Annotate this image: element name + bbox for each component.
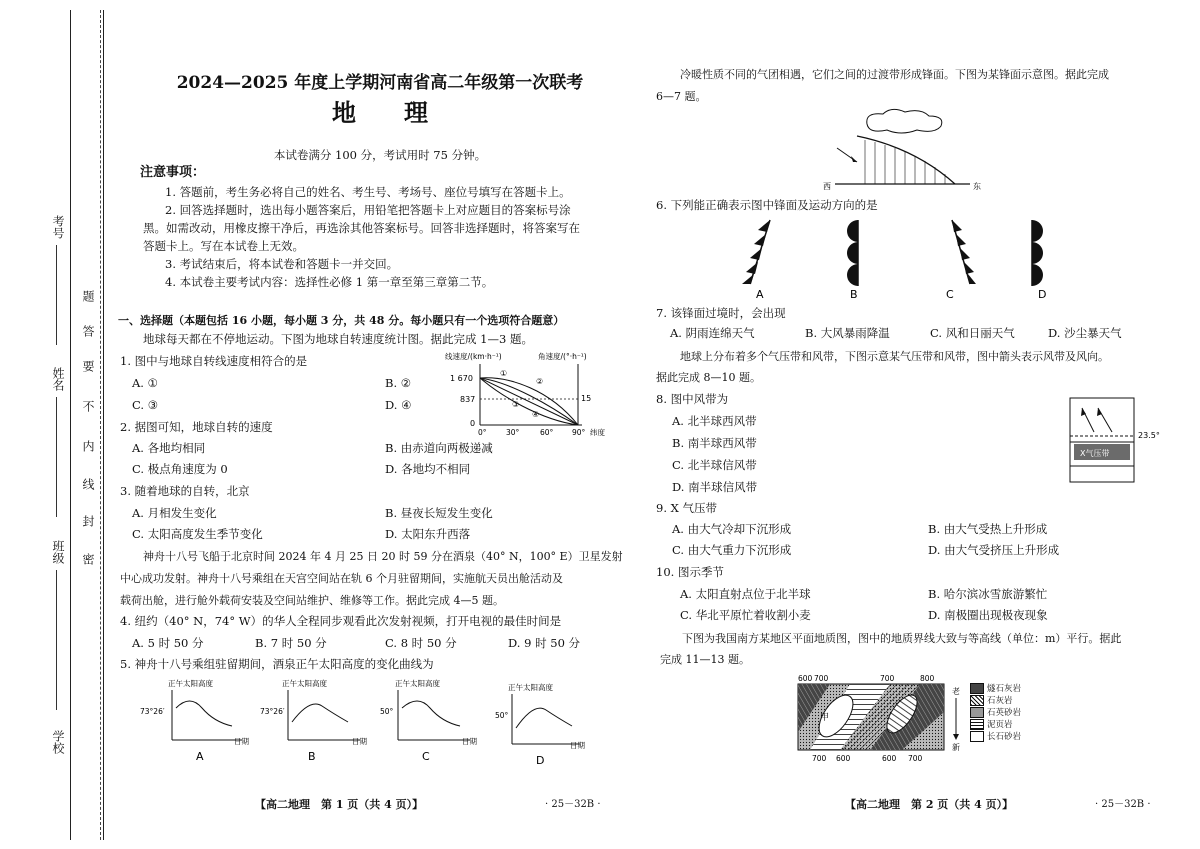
rotation-speed-chart (440, 350, 620, 438)
q1-option-b: B. ② (385, 376, 412, 390)
q5-chart-xlabel: 日期 (570, 741, 585, 750)
q6-letter: C (946, 288, 954, 301)
q4-option-b: B. 7 时 50 分 (255, 636, 327, 650)
q2-option-c: C. 极点角速度为 0 (132, 462, 228, 476)
q3-option-d: D. 太阳东升西落 (385, 527, 471, 541)
q5-chart-value: 73°26′ (260, 707, 285, 716)
geo-center-label: 甲 (820, 713, 830, 723)
q8-option-c: C. 北半球信风带 (672, 458, 757, 472)
legend-swatch (970, 719, 984, 730)
rotation-ylabel-right: 角速度/(°·h⁻¹) (538, 352, 587, 361)
intro-4-5: 载荷出舱，进行舱外载荷安装及空间站维护、维修等工作。据此完成 4—5 题。 (120, 594, 504, 607)
field-name: 姓名 (51, 367, 65, 391)
intro-1-3: 地球每天都在不停地运动。下图为地球自转速度统计图。据此完成 1—3 题。 (143, 332, 533, 346)
q5-letter: C (422, 750, 430, 763)
q4-option-d: D. 9 时 50 分 (508, 636, 581, 650)
rotation-xtick: 60° (540, 428, 554, 437)
rotation-ytick: 837 (460, 395, 476, 404)
geo-contour-label: 600 (882, 754, 897, 763)
question-8: 8. 图中风带为 (656, 392, 729, 406)
rotation-ytick: 0 (470, 419, 476, 428)
q5-chart-ylabel: 正午太阳高度 (282, 679, 327, 688)
q5-chart-c (380, 678, 477, 763)
field-line (56, 570, 57, 710)
q6-symbol-a (742, 220, 770, 301)
q3-option-b: B. 昼夜长短发生变化 (385, 506, 493, 520)
geo-contour-label: 700 (814, 674, 829, 683)
q5-letter: B (308, 750, 316, 763)
q6-symbol-d (1032, 220, 1046, 301)
notice-line: 1. 答题前，考生务必将自己的姓名、考生号、考场号、座位号填写在答题卡上。 (165, 185, 571, 199)
notice-line: 2. 回答选择题时，选出每小题答案后，用铅笔把答题卡上对应题目的答案标号涂 (165, 203, 571, 217)
q2-option-b: B. 由赤道向两极递减 (385, 441, 493, 455)
front-diagram (805, 108, 995, 196)
intro-4-5: 中心成功发射。神舟十八号乘组在天宫空间站在轨 6 个月驻留期间，实施航天员出舱活动及 (120, 572, 563, 585)
legend-label: 石灰岩 (987, 696, 1013, 706)
question-3: 3. 随着地球的自转，北京 (120, 484, 250, 498)
legend-label: 燧石灰岩 (987, 684, 1022, 694)
q6-letter: D (1038, 288, 1047, 301)
geological-map (790, 672, 1000, 764)
warning-char: 答 (81, 325, 95, 337)
geo-contour-label: 600 (798, 674, 813, 683)
intro-8-10: 地球上分布着多个气压带和风带，下图示意某气压带和风带，图中箭头表示风带及风向。 (680, 350, 1109, 363)
front-label-west: 西 (823, 182, 831, 191)
question-1: 1. 图中与地球自转线速度相符合的是 (120, 354, 308, 368)
q10-option-d: D. 南极圈出现极夜现象 (928, 608, 1048, 622)
field-line (56, 245, 57, 345)
rotation-curve-label: ① (500, 369, 508, 378)
rotation-curve-label: ② (536, 377, 544, 386)
latitude-label: 23.5° (1138, 431, 1160, 440)
q8-option-b: B. 南半球西风带 (672, 436, 757, 450)
q7-option-a: A. 阴雨连绵天气 (670, 326, 755, 340)
warning-char: 内 (81, 440, 95, 452)
rotation-ytick: 1 670 (450, 374, 473, 383)
q1-option-d: D. ④ (385, 398, 412, 412)
q2-option-d: D. 各地均不相同 (385, 462, 471, 476)
question-7: 7. 该锋面过境时，会出现 (656, 306, 786, 320)
q7-option-b: B. 大风暴雨降温 (805, 326, 890, 340)
binding-line-inner (103, 10, 104, 840)
exam-title: 2024—2025 年度上学期河南省高二年级第一次联考 (176, 73, 584, 93)
legend-label: 泥页岩 (987, 720, 1013, 730)
geo-contour-label: 700 (880, 674, 895, 683)
geo-contour-label: 700 (812, 754, 827, 763)
cloud-icon (867, 109, 942, 133)
q6-letter: B (850, 288, 858, 301)
front-label-east: 东 (973, 182, 981, 191)
warning-char: 密 (81, 553, 95, 565)
warning-char: 线 (81, 478, 95, 490)
q7-option-c: C. 风和日丽天气 (930, 326, 1015, 340)
field-school: 学校 (51, 730, 65, 754)
question-6: 6. 下列能正确表示图中锋面及运动方向的是 (656, 198, 878, 212)
q9-option-d: D. 由大气受挤压上升形成 (928, 543, 1060, 557)
binding-line-dashed (100, 10, 101, 840)
subject-title: 地 理 (332, 98, 428, 127)
legend-label: 长石砂岩 (987, 732, 1022, 742)
rotation-curve-label: ④ (532, 410, 540, 419)
q5-chart-xlabel: 日期 (234, 737, 249, 746)
q8-option-d: D. 南半球信风带 (672, 480, 758, 494)
field-line (56, 397, 57, 517)
q6-symbol-c (946, 220, 976, 301)
q5-chart-value: 50° (495, 711, 509, 720)
q6-letter: A (756, 288, 764, 301)
rotation-right-tick: 15 (581, 394, 592, 403)
intro-11-13: 下图为我国南方某地区平面地质图，图中的地质界线大致与等高线（单位：m）平行。据此 (682, 632, 1122, 645)
q1-option-a: A. ① (132, 376, 158, 390)
q6-symbol-b (847, 220, 858, 301)
legend-swatch (970, 707, 984, 718)
q3-option-a: A. 月相发生变化 (132, 506, 217, 520)
rotation-curve-label: ③ (512, 400, 520, 409)
intro-6-7: 6—7 题。 (656, 90, 707, 103)
rotation-curve-4 (480, 378, 578, 425)
q10-option-b: B. 哈尔滨冰雪旅游繁忙 (928, 587, 1048, 601)
question-9: 9. X 气压带 (656, 501, 717, 515)
rotation-xtick: 30° (506, 428, 520, 437)
intro-8-10: 据此完成 8—10 题。 (656, 371, 761, 384)
notice-line: 答题卡上。写在本试卷上无效。 (143, 239, 304, 253)
q2-option-a: A. 各地均相同 (132, 441, 206, 455)
binding-line-outer (70, 10, 71, 840)
q5-letter: A (196, 750, 204, 763)
q1-option-c: C. ③ (132, 398, 159, 412)
rotation-ylabel-left: 线速度/(km·h⁻¹) (445, 352, 502, 361)
notice-title: 注意事项： (140, 165, 206, 180)
q6-front-symbols (740, 214, 1060, 302)
q5-chart-ylabel: 正午太阳高度 (168, 679, 213, 688)
rotation-xtick: 90° (572, 428, 586, 437)
q9-option-c: C. 由大气重力下沉形成 (672, 543, 792, 557)
q5-chart-a (140, 678, 249, 763)
q5-chart-value: 73°26′ (140, 707, 165, 716)
footer-code-page2: · 25－32B · (1095, 799, 1151, 810)
q5-solar-altitude-charts (140, 676, 600, 768)
q3-option-c: C. 太阳高度发生季节变化 (132, 527, 263, 541)
wind-belt-chart (1062, 396, 1182, 486)
q8-option-a: A. 北半球西风带 (672, 414, 757, 428)
question-2: 2. 据图可知，地球自转的速度 (120, 420, 273, 434)
footer-code-page1: · 25－32B · (545, 799, 601, 810)
legend-swatch (970, 683, 984, 694)
exam-info: 本试卷满分 100 分，考试用时 75 分钟。 (273, 148, 487, 162)
q9-option-b: B. 由大气受热上升形成 (928, 522, 1048, 536)
q10-option-c: C. 华北平原忙着收割小麦 (680, 608, 811, 622)
belt-label: X气压带 (1080, 449, 1110, 458)
geo-age-new: 新 (952, 743, 960, 752)
q5-chart-d (495, 682, 585, 767)
footer-page2: 【高二地理 第 2 页（共 4 页）】 (845, 798, 1014, 811)
notice-line: 3. 考试结束后，将本试卷和答题卡一并交回。 (165, 257, 399, 271)
field-exam-number: 考号 (51, 215, 65, 239)
rotation-xlabel: 纬度 (590, 428, 605, 437)
legend-swatch (970, 731, 984, 742)
intro-4-5: 神舟十八号飞船于北京时间 2024 年 4 月 25 日 20 时 59 分在酒泉（40° N，100° E）卫星发射 (143, 550, 623, 563)
question-4: 4. 纽约（40° N，74° W）的华人全程同步观看此次发射视频，打开电视的最佳时间是 (120, 614, 562, 628)
warning-char: 要 (81, 360, 95, 372)
q4-option-a: A. 5 时 50 分 (132, 636, 204, 650)
rotation-xtick: 0° (478, 428, 487, 437)
footer-page1: 【高二地理 第 1 页（共 4 页）】 (255, 798, 424, 811)
field-class: 班级 (51, 540, 65, 564)
warning-char: 不 (81, 400, 95, 412)
q9-option-a: A. 由大气冷却下沉形成 (672, 522, 792, 536)
warning-char: 题 (81, 290, 95, 302)
intro-6-7: 冷暖性质不同的气团相遇，它们之间的过渡带形成锋面。下图为某锋面示意图。据此完成 (680, 68, 1109, 81)
geo-contour-label: 800 (920, 674, 935, 683)
q5-letter: D (536, 754, 545, 767)
q4-option-c: C. 8 时 50 分 (385, 636, 457, 650)
notice-line: 黑。如需改动，用橡皮擦干净后，再选涂其他答案标号。回答非选择题时，将答案写在 (143, 221, 580, 235)
question-5: 5. 神舟十八号乘组驻留期间，酒泉正午太阳高度的变化曲线为 (120, 657, 434, 671)
q5-chart-xlabel: 日期 (352, 737, 367, 746)
question-10: 10. 图示季节 (656, 565, 724, 579)
warning-char: 封 (81, 515, 95, 527)
legend-swatch (970, 695, 984, 706)
q5-chart-b (260, 678, 367, 763)
legend-label: 石英砂岩 (987, 708, 1022, 718)
q10-option-a: A. 太阳直射点位于北半球 (680, 587, 811, 601)
q5-chart-value: 50° (380, 707, 394, 716)
notice-line: 4. 本试卷主要考试内容：选择性必修 1 第一章至第三章第二节。 (165, 275, 494, 289)
q5-chart-ylabel: 正午太阳高度 (395, 679, 440, 688)
section-heading: 一、选择题（本题包括 16 小题，每小题 3 分，共 48 分。每小题只有一个选项符合题意） (118, 314, 565, 327)
q5-chart-ylabel: 正午太阳高度 (508, 683, 553, 692)
intro-11-13: 完成 11—13 题。 (660, 653, 750, 666)
geo-contour-label: 600 (836, 754, 851, 763)
q5-chart-xlabel: 日期 (462, 737, 477, 746)
geo-age-old: 老 (952, 687, 960, 696)
q7-option-d: D. 沙尘暴天气 (1048, 326, 1122, 340)
geo-contour-label: 700 (908, 754, 923, 763)
geo-legend (970, 682, 1021, 742)
